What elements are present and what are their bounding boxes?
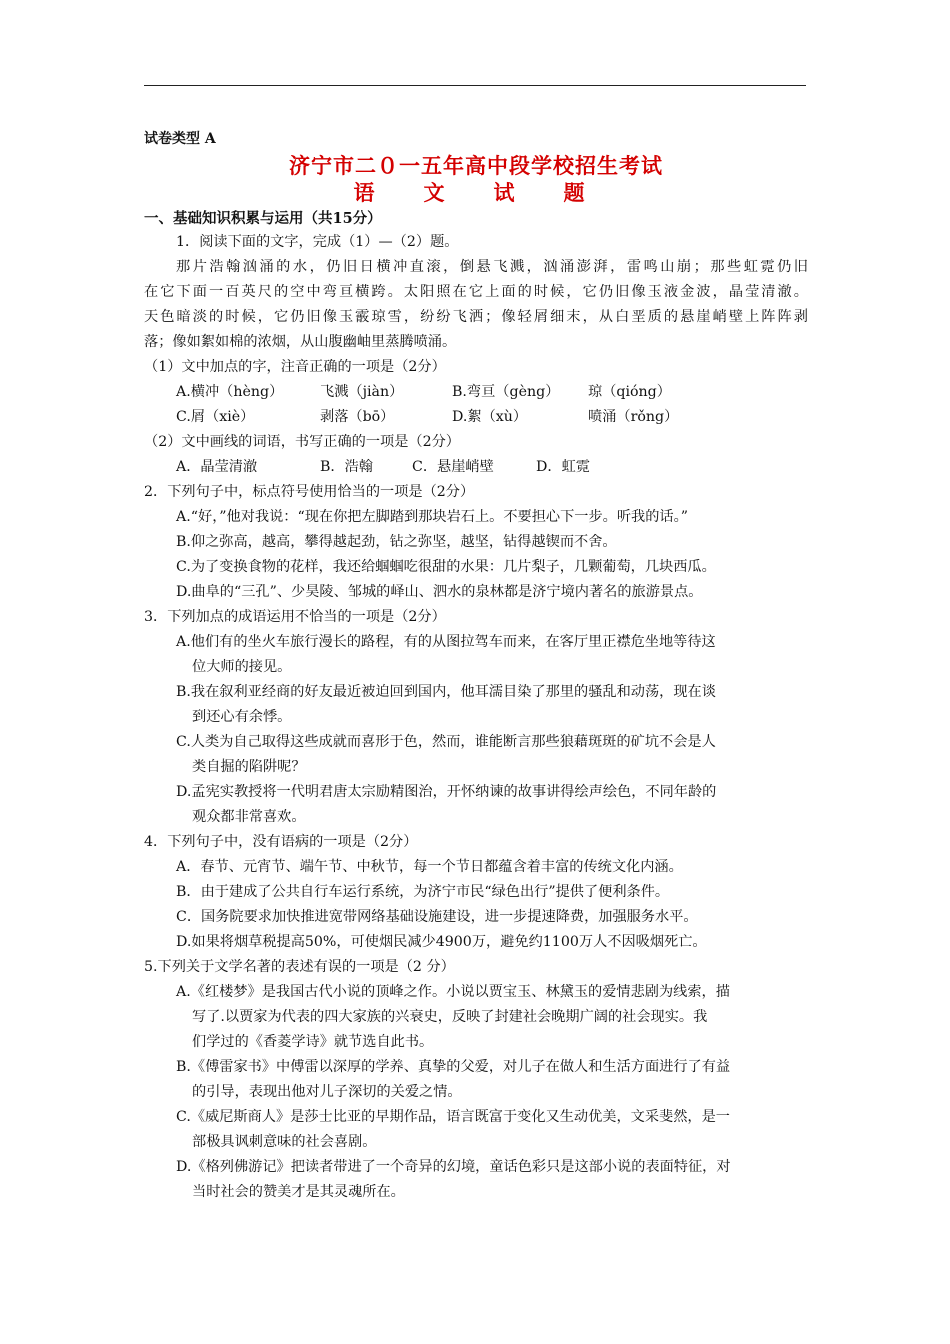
option: B．由于建成了公共自行车运行系统，为济宁市民“绿色出行”提供了便利条件。	[176, 884, 670, 900]
option: 喷涌（rǒng）	[588, 409, 679, 425]
passage-line: 在它下面一百英尺的空中弯亘横跨。太阳照在它上面的时候，它仍旧像玉液金波，晶莹清澈。	[144, 284, 808, 300]
option-continuation: 部极具讽刺意味的社会喜剧。	[192, 1134, 377, 1150]
option: A.“好，”他对我说：“现在你把左脚踏到那块岩石上。不要担心下一步。听我的话。”	[176, 509, 688, 525]
question-2	[144, 480, 808, 605]
option: D.絮（xù）	[452, 409, 528, 425]
section-heading: 一、基础知识积累与运用（共15分）	[144, 210, 382, 227]
option-row	[144, 405, 808, 430]
option-row	[144, 380, 808, 405]
option: C.人类为自己取得这些成就而喜形于色，然而，谁能断言那些狼藉斑斑的矿坑不会是人	[176, 734, 716, 750]
question-stem: 1．阅读下面的文字，完成（1）—（2）题。	[176, 234, 459, 250]
option: 飞溅（jiàn）	[320, 384, 404, 400]
option: B.我在叙利亚经商的好友最近被迫回到国内，他耳濡目染了那里的骚乱和动荡，现在谈	[176, 684, 716, 700]
option: 琼（qióng）	[588, 384, 671, 400]
option: D.《格列佛游记》把读者带进了一个奇异的幻境，童话色彩只是这部小说的表面特征，对	[176, 1159, 731, 1175]
option: D.孟宪实教授将一代明君唐太宗励精图治，开怀纳谏的故事讲得绘声绘色，不同年龄的	[176, 784, 717, 800]
passage-line: 落；像如絮如棉的浓烟，从山腹幽岫里蒸腾喷涌。	[144, 334, 457, 350]
option-continuation: 们学过的《香菱学诗》就节选自此书。	[192, 1034, 434, 1050]
passage-line: 天色暗淡的时候，它仍旧像玉霰琼雪，纷纷飞洒；像轻屑细末，从白垩质的悬崖峭壁上阵阵剥	[144, 309, 808, 325]
sub-question: （2）文中画线的词语，书写正确的一项是（2分）	[144, 434, 460, 450]
option: D.曲阜的“三孔”、少昊陵、邹城的峄山、泗水的泉林都是济宁境内著名的旅游景点。	[176, 584, 703, 600]
option: B.仰之弥高，越高，攀得越起劲，钻之弥坚，越坚，钻得越锲而不舍。	[176, 534, 617, 550]
option-row	[144, 455, 808, 480]
option: A．晶莹清澈	[176, 459, 258, 475]
option: A．春节、元宵节、端午节、中秋节，每一个节日都蕴含着丰富的传统文化内涵。	[176, 859, 683, 875]
option-continuation: 到还心有余悸。	[192, 709, 292, 725]
option: B.《傅雷家书》中傅雷以深厚的学养、真挚的父爱，对儿子在做人和生活方面进行了有益	[176, 1059, 731, 1075]
question-5	[144, 955, 808, 1205]
option-continuation: 位大师的接见。	[192, 659, 292, 675]
option: C.屑（xiè）	[176, 409, 255, 425]
option: A.横冲（hèng）	[176, 384, 284, 400]
question-stem: 2．下列句子中，标点符号使用恰当的一项是（2分）	[144, 484, 475, 500]
option: 剥落（bō）	[320, 409, 395, 425]
option-continuation: 写了.以贾家为代表的四大家族的兴衰史，反映了封建社会晚期广阔的社会现实。我	[192, 1009, 708, 1025]
exam-title: 济宁市二０一五年高中段学校招生考试	[289, 153, 663, 178]
exam-subtitle: 语 文 试 题	[353, 180, 599, 205]
question-stem: 5.下列关于文学名著的表述有误的一项是（2 分）	[144, 959, 455, 975]
question-1	[144, 230, 808, 480]
option: D．虹霓	[536, 459, 590, 475]
header-rule	[144, 85, 806, 86]
option: A.他们有的坐火车旅行漫长的路程，有的从图拉驾车而来，在客厅里正襟危坐地等待这	[176, 634, 716, 650]
question-stem: 3．下列加点的成语运用不恰当的一项是（2分）	[144, 609, 446, 625]
option-continuation: 观众都非常喜欢。	[192, 809, 306, 825]
option: C.为了变换食物的花样，我还给蝈蝈吃很甜的水果：几片梨子，几颗葡萄，几块西瓜。	[176, 559, 716, 575]
sub-question: （1）文中加点的字，注音正确的一项是（2分）	[144, 359, 446, 375]
option: B．浩翰	[320, 459, 373, 475]
option: C．国务院要求加快推进宽带网络基础设施建设，进一步提速降费，加强服务水平。	[176, 909, 698, 925]
option: A.《红楼梦》是我国古代小说的顶峰之作。小说以贾宝玉、林黛玉的爱情悲剧为线索，描	[176, 984, 730, 1000]
option-continuation: 的引导，表现出他对儿子深切的关爱之情。	[192, 1084, 462, 1100]
option: D.如果将烟草税提高50%，可使烟民减少4900万，避免约1100万人不因吸烟死亡。	[176, 934, 707, 950]
passage-line: 那片浩翰汹涌的水，仍旧日横冲直滚，倒悬飞溅，汹涌澎湃，雷鸣山崩；那些虹霓仍旧	[176, 259, 808, 275]
question-3	[144, 605, 808, 830]
paper-type: 试卷类型 A	[144, 131, 216, 147]
option: C.《威尼斯商人》是莎士比亚的早期作品，语言既富于变化又生动优美，文采斐然，是一	[176, 1109, 730, 1125]
option: C．悬崖峭壁	[412, 459, 494, 475]
option-continuation: 当时社会的赞美才是其灵魂所在。	[192, 1184, 405, 1200]
option-continuation: 类自掘的陷阱呢？	[192, 759, 306, 775]
reading-passage	[144, 255, 808, 355]
exam-page	[144, 128, 808, 1205]
question-stem: 4．下列句子中，没有语病的一项是（2分）	[144, 834, 418, 850]
option: B.弯亘（gèng）	[452, 384, 560, 400]
question-4	[144, 830, 808, 955]
